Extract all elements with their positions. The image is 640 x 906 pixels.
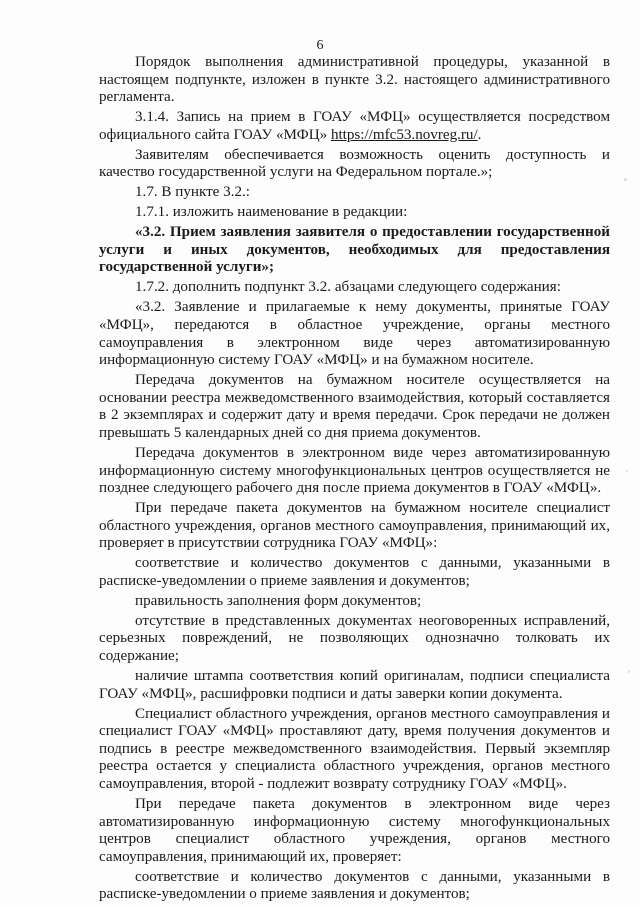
paragraph-transfer-intro: «3.2. Заявление и прилагаемые к нему документы, принятые ГОАУ «МФЦ», передаются в областное учреждение, органы местного самоуправления в электронном виде через автоматизированную информационную систему ГОАУ «МФЦ» и на бумажном носителе.: [99, 299, 610, 369]
paragraph-electronic-transfer: Передача документов в электронном виде через автоматизированную информационную систему многофункциональных центров осуществляется не позднее следующего рабочего дня после приема документов в ГОАУ «МФЦ».: [99, 444, 610, 497]
list-item-stamp-check: наличие штампа соответствия копий оригиналам, подписи специалиста ГОАУ «МФЦ», расшифровки подписи и даты заверки копии документа.: [99, 668, 610, 702]
paragraph-item-1-7-2: 1.7.2. дополнить подпункт 3.2. абзацами следующего содержания:: [135, 279, 561, 296]
scan-smudge: [628, 670, 630, 673]
paragraph-electronic-check: При передаче пакета документов в электронном виде через автоматизированную информационную систему многофункциональных центров специалист областного учреждения, органов местного самоуправления, принимающий их, проверяет:: [99, 796, 610, 865]
appointment-text: 3.1.4. Запись на прием в ГОАУ «МФЦ» осуществляется посредством официального сайта ГОАУ «МФЦ»: [99, 109, 610, 143]
paragraph-item-1-7-1: 1.7.1. изложить наименование в редакции:: [135, 204, 408, 221]
scan-smudge: [626, 470, 628, 472]
list-item-document-count-2: соответствие и количество документов с данными, указанными в расписке-уведомлении о приеме заявления и документов;: [99, 868, 610, 903]
list-item-document-count: соответствие и количество документов с данными, указанными в расписке-уведомлении о приеме заявления и документов;: [99, 555, 610, 589]
mfc-website-link[interactable]: https://mfc53.novreg.ru/: [330, 126, 478, 143]
paragraph-evaluation: Заявителям обеспечивается возможность оценить доступность и качество государственной услуги на Федеральном портале.»;: [99, 146, 610, 181]
appointment-text-end: .: [477, 126, 482, 143]
document-body: [99, 54, 610, 906]
list-item-form-correctness: правильность заполнения форм документов;: [135, 592, 422, 609]
list-item-no-corrections: отсутствие в представленных документах неоговоренных исправлений, серьезных повреждений, не позволяющих однозначно толковать их содержание;: [99, 612, 610, 665]
paragraph-item-1-7: 1.7. В пункте 3.2.:: [135, 184, 250, 201]
page-number: 6: [316, 38, 324, 53]
paragraph-appointment-record: [99, 109, 610, 144]
paragraph-paper-check: При передаче пакета документов на бумажном носителе специалист областного учреждения, органов местного самоуправления, принимающий их, проверяет в присутствии сотрудника ГОАУ «МФЦ»:: [99, 500, 610, 552]
paragraph-procedure-order: Порядок выполнения административной процедуры, указанной в настоящем подпункте, изложен в пункте 3.2. настоящего административного регламента.: [99, 54, 610, 106]
scan-smudge: [624, 178, 627, 181]
paragraph-registry-signing: Специалист областного учреждения, органов местного самоуправления и специалист ГОАУ «МФЦ» проставляют дату, время получения документов и подпись в реестре межведомственного взаимодействия. Первый экземпляр реестра остается у специалиста областного учреждения, органов местного самоуправления, второй - подлежит возврату сотруднику ГОАУ «МФЦ».: [99, 705, 610, 793]
paragraph-paper-transfer: Передача документов на бумажном носителе осуществляется на основании реестра межведомственного взаимодействия, который составляется в 2 экземплярах и содержит дату и время передачи. Срок передачи не должен превышать 5 календарных дней со дня приема документов.: [99, 372, 610, 441]
section-heading-3-2: «3.2. Прием заявления заявителя о предоставлении государственной услуги и иных документов, необходимых для предоставления государственной услуги»;: [99, 224, 610, 276]
